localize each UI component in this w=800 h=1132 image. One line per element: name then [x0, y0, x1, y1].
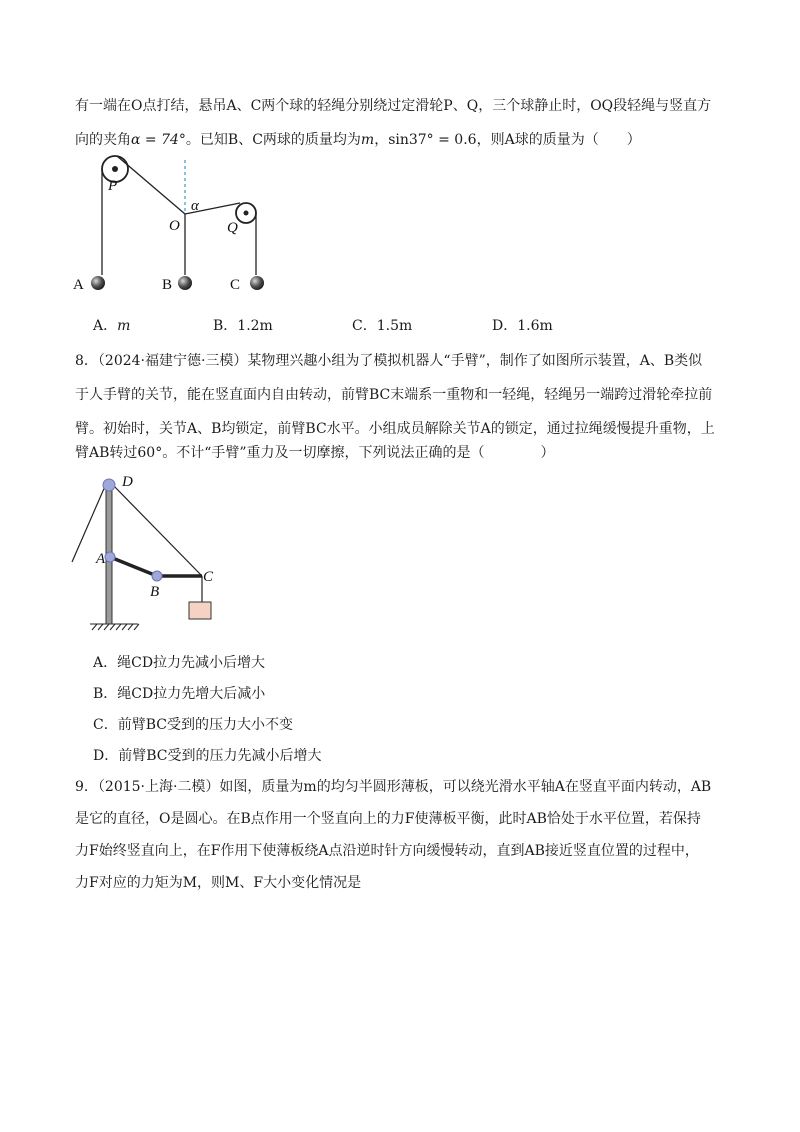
label-c: C [203, 569, 214, 585]
label-o: O [169, 218, 180, 234]
ball-b [178, 276, 192, 290]
q7-line-2 [75, 130, 641, 150]
q7-option-b: B．1.2m [213, 318, 273, 334]
q8-robot-arm-figure [70, 472, 240, 637]
pulley-d [103, 479, 115, 491]
q7-option-d: D．1.6m [492, 318, 553, 334]
q8-line-1: 8．（2024·福建宁德·三模）某物理兴趣小组为了模拟机器人“手臂”，制作了如图所示装置，A、B类似 [75, 353, 703, 369]
q8-line-4: 臂AB转过60°。不计“手臂”重力及一切摩擦，下列说法正确的是（ ） [75, 445, 555, 461]
q9-line-4: 力F对应的力矩为M，则M、F大小变化情况是 [75, 875, 362, 891]
label-d: D [122, 474, 133, 490]
label-a: A [73, 277, 84, 293]
label-q: Q [227, 220, 238, 236]
sin-equation: sin37° = 0.6 [388, 132, 477, 148]
label-alpha: α [191, 198, 199, 214]
joint-a [105, 552, 115, 562]
ground-hatch [90, 624, 139, 630]
label-a: A [96, 551, 106, 567]
q8-line-3: 臂。初始时，关节A、B均锁定，前臂BC水平。小组成员解除关节A的锁定，通过拉绳缓慢提升重物，上 [75, 421, 715, 437]
mass-symbol: m [360, 132, 375, 148]
q8-option-b: B．绳CD拉力先增大后减小 [93, 686, 266, 702]
q7-line-2c: ， [374, 132, 389, 148]
label-p: P [108, 178, 118, 194]
q8-option-a: A．绳CD拉力先减小后增大 [93, 655, 266, 671]
label-c: C [230, 277, 241, 293]
q7-line-1: 有一端在O点打结，悬吊A、C两个球的轻绳分别绕过定滑轮P、Q，三个球静止时，OQ段轻绳与竖直方 [75, 98, 712, 114]
upper-arm-ab [110, 557, 157, 576]
ball-a [91, 276, 105, 290]
label-b: B [162, 277, 173, 293]
alpha-equation: α = 74° [131, 132, 186, 148]
q7-line-2d: ，则A球的质量为（ ） [476, 132, 641, 148]
joint-b [152, 571, 162, 581]
q9-line-2: 是它的直径，O是圆心。在B点作用一个竖直向上的力F使薄板平衡，此时AB恰处于水平位置，若保持 [75, 811, 701, 827]
label-b: B [150, 584, 160, 600]
hanging-weight [189, 602, 211, 619]
q7-option-c: C．1.5m [352, 318, 413, 334]
q7-option-a: A．m [93, 318, 131, 334]
q9-line-1: 9．（2015·上海·二模）如图，质量为m的均匀半圆形薄板，可以绕光滑水平轴A在竖直平面内转动，AB [75, 779, 712, 795]
q9-line-3: 力F始终竖直向上，在F作用下使薄板绕A点沿逆时针方向缓慢转动，直到AB接近竖直位置的过程中， [75, 843, 699, 859]
q7-line-2a: 向的夹角 [75, 132, 131, 148]
ball-c [250, 276, 264, 290]
q8-option-c: C．前臂BC受到的压力大小不变 [93, 717, 293, 733]
q8-option-d: D．前臂BC受到的压力先减小后增大 [93, 748, 322, 764]
q7-pulley-figure [70, 148, 290, 308]
q8-line-2: 于人手臂的关节，能在竖直面内自由转动，前臂BC末端系一重物和一轻绳，轻绳另一端跨过滑轮牵拉前 [75, 387, 713, 403]
q7-line-2b: 。已知B、C两球的质量均为 [185, 132, 361, 148]
